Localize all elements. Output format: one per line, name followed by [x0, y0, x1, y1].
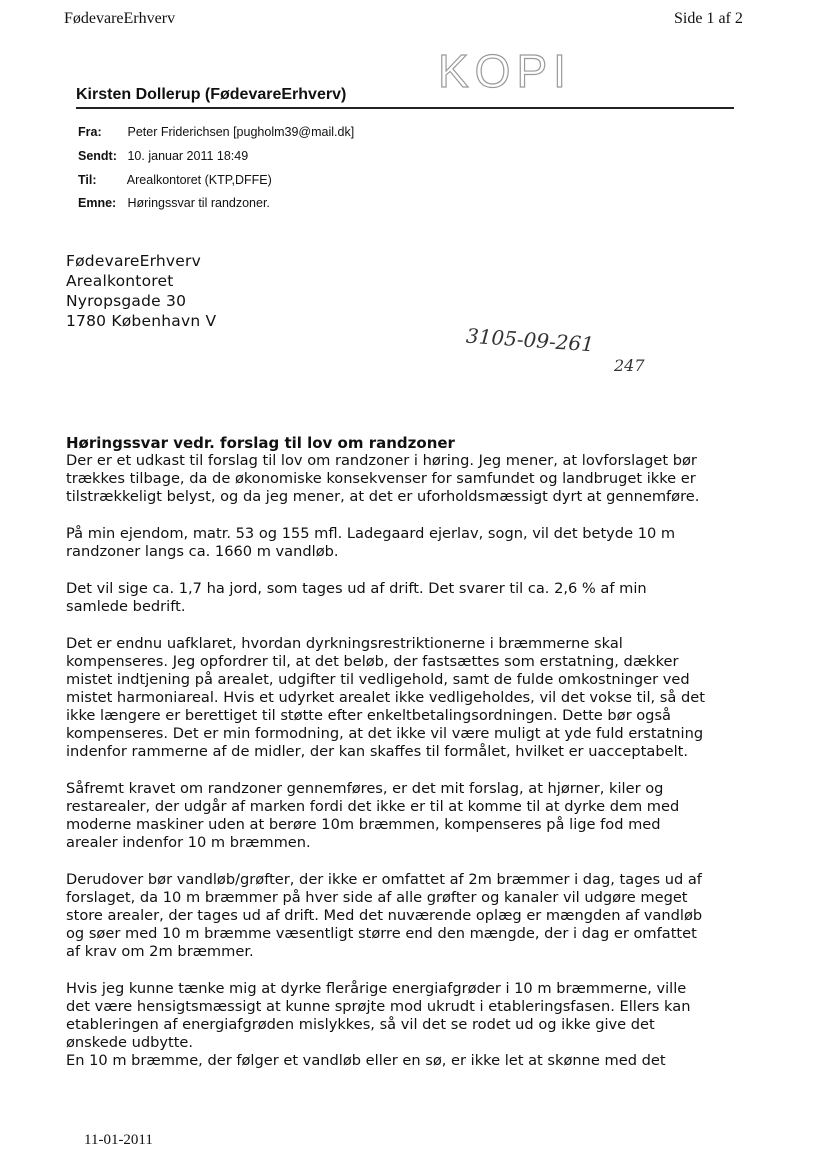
text-line: af krav om 2m bræmmer.: [66, 943, 254, 960]
email-field-value: Arealkontoret (KTP,DFFE): [126, 173, 272, 187]
page-header-org: FødevareErhverv: [64, 10, 176, 27]
paragraph: [66, 452, 766, 506]
email-field-from: [78, 125, 354, 139]
text-line: samlede bedrift.: [66, 598, 186, 615]
text-line: ønskede udbytte.: [66, 1034, 194, 1051]
footer-date: 11-01-2011: [84, 1132, 153, 1148]
email-field-value: Peter Friderichsen [pugholm39@mail.dk]: [127, 125, 355, 139]
paragraph: [66, 980, 766, 1070]
letter-body: [66, 434, 766, 1070]
text-line: Det vil sige ca. 1,7 ha jord, som tages ud af drift. Det svarer til ca. 2,6 % af min: [66, 580, 647, 597]
text-line: randzoner langs ca. 1660 m vandløb.: [66, 543, 339, 560]
letter-heading: Høringssvar vedr. forslag til lov om randzoner: [66, 434, 455, 452]
email-field-to: [78, 173, 272, 187]
header-divider: [76, 107, 734, 109]
text-line: tilstrækkeligt belyst, og da jeg mener, at det er uforholdsmæssigt dyrt at gennemføre.: [66, 488, 700, 505]
handwritten-case-number: 3105-09-261: [465, 323, 595, 357]
text-line: Det er endnu uafklaret, hvordan dyrkningsrestriktionerne i bræmmerne skal: [66, 635, 623, 652]
text-line: og søer med 10 m bræmme væsentligt større end den mængde, der i dag er omfattet: [66, 925, 697, 942]
paragraph: [66, 580, 766, 616]
text-line: arealer indenfor 10 m bræmmen.: [66, 834, 311, 851]
email-field-key: Fra:: [78, 125, 102, 139]
handwritten-sub-number: 247: [614, 356, 645, 375]
text-line: trækkes tilbage, da de økonomiske konsekvenser for samfundet og landbruget ikke er: [66, 470, 696, 487]
page-number: Side 1 af 2: [674, 10, 743, 27]
text-line: kompenseres. Det er min formodning, at det ikke vil være muligt at yde fuld erstatning: [66, 725, 704, 742]
text-line: På min ejendom, matr. 53 og 155 mfl. Ladegaard ejerlav, sogn, vil det betyde 10 m: [66, 525, 676, 542]
email-field-value: Høringssvar til randzoner.: [127, 196, 270, 210]
text-line: det være hensigtsmæssigt at kunne sprøjte mod ukrudt i etableringsfasen. Ellers kan: [66, 998, 691, 1015]
text-line: En 10 m bræmme, der følger et vandløb eller en sø, er ikke let at skønne med det: [66, 1052, 666, 1069]
text-line: moderne maskiner uden at berøre 10m bræmmen, kompenseres på lige fod med: [66, 816, 661, 833]
address-line: FødevareErhverv: [66, 252, 201, 270]
email-field-key: Sendt:: [78, 149, 117, 163]
email-field-value: 10. januar 2011 18:49: [127, 149, 249, 163]
address-line: Arealkontoret: [66, 272, 174, 290]
text-line: indenfor rammerne af de midler, der kan skaffes til formålet, hvilket er uacceptabelt.: [66, 743, 688, 760]
address-line: Nyropsgade 30: [66, 292, 187, 310]
text-line: Hvis jeg kunne tænke mig at dyrke flerårige energiafgrøder i 10 m bræmmerne, ville: [66, 980, 687, 997]
text-line: mistet indtjening på arealet, udgifter til vedligehold, samt de fulde omkostninger ved: [66, 671, 690, 688]
text-line: mistet harmoniareal. Hvis et udyrket arealet ikke vedligeholdes, vil det vokse til, så det: [66, 689, 705, 706]
paragraph: [66, 871, 766, 961]
paragraph: [66, 780, 766, 852]
text-line: Derudover bør vandløb/grøfter, der ikke er omfattet af 2m bræmmer i dag, tages ud af: [66, 871, 702, 888]
email-field-key: Til:: [78, 173, 97, 187]
email-field-key: Emne:: [78, 196, 117, 210]
paragraph: [66, 635, 766, 761]
paragraph: [66, 525, 766, 561]
email-field-sent: [78, 149, 248, 163]
email-field-subject: [78, 196, 270, 210]
kopi-stamp: KOPI: [438, 45, 572, 97]
text-line: restarealer, der udgår af marken fordi det ikke er til at komme til at dyrke dem med: [66, 798, 680, 815]
text-line: forslaget, da 10 m bræmmer på hver side af alle grøfter og kanaler vil udgøre meget: [66, 889, 688, 906]
address-line: 1780 København V: [66, 312, 217, 330]
text-line: ikke længere er berettiget til støtte efter enkeltbetalingsordningen. Dette bør også: [66, 707, 671, 724]
text-line: store arealer, der tages ud af drift. Med det nuværende oplæg er mængden af vandløb: [66, 907, 703, 924]
text-line: kompenseres. Jeg opfordrer til, at det beløb, der fastsættes som erstatning, dækker: [66, 653, 679, 670]
text-line: etableringen af energiafgrøden mislykkes, så vil det se rodet ud og ikke give det: [66, 1016, 655, 1033]
text-line: Såfremt kravet om randzoner gennemføres, er det mit forslag, at hjørner, kiler og: [66, 780, 664, 797]
email-sender-heading: Kirsten Dollerup (FødevareErhverv): [76, 86, 347, 103]
text-line: Der er et udkast til forslag til lov om randzoner i høring. Jeg mener, at lovforslaget bør: [66, 452, 697, 469]
